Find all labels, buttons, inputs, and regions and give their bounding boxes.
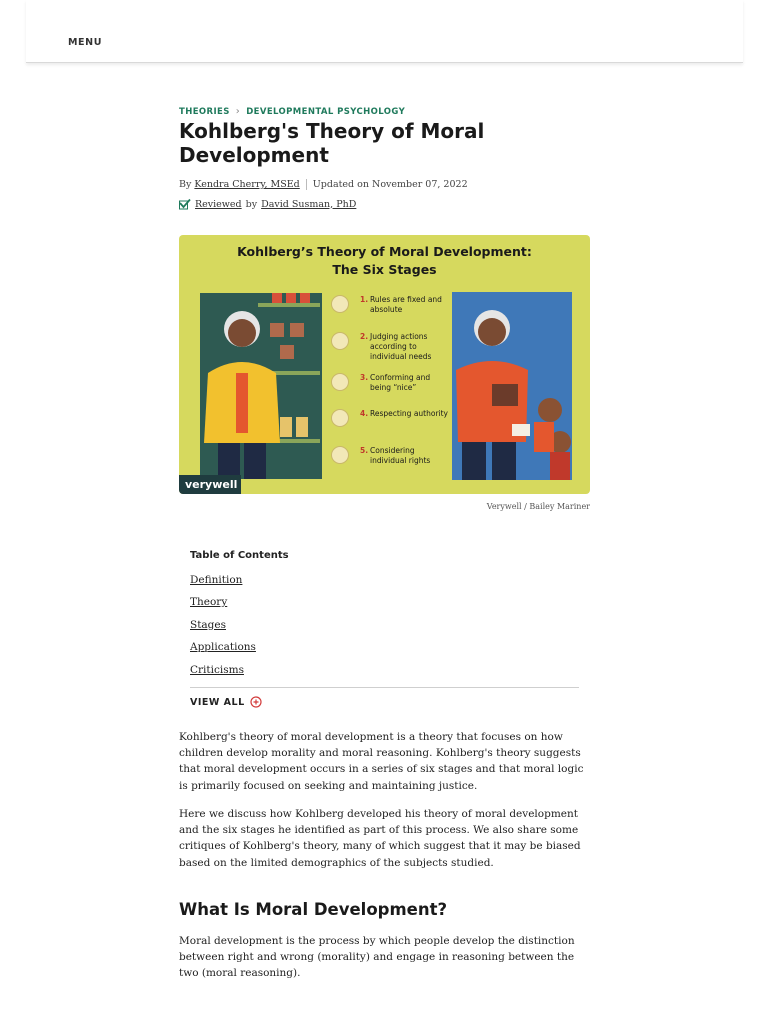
stage-text: Conforming and being “nice”	[370, 373, 431, 392]
hero-infographic	[179, 235, 590, 494]
smile-icon	[331, 373, 349, 391]
shelf-scene-illustration	[200, 293, 322, 479]
toc-item-stages[interactable]: Stages	[190, 619, 226, 631]
page-title: Kohlberg's Theory of Moral Development	[179, 119, 485, 167]
byline-divider	[306, 179, 307, 190]
section-heading: What Is Moral Development?	[179, 900, 448, 919]
stage-number: 1.	[360, 295, 369, 304]
menu-button[interactable]: MENU	[68, 37, 103, 48]
toc-item-criticisms[interactable]: Criticisms	[190, 664, 244, 676]
stage-item	[329, 330, 449, 362]
reviewed-link[interactable]: Reviewed	[195, 198, 242, 210]
stage-item	[329, 293, 449, 325]
stage-item	[329, 371, 449, 403]
toc-item-definition[interactable]: Definition	[190, 574, 243, 586]
breadcrumb-developmental-psychology[interactable]: DEVELOPMENTAL PSYCHOLOGY	[246, 106, 406, 117]
raised-fist-icon	[331, 446, 349, 464]
grandfather-store-illustration	[200, 293, 322, 479]
stage-text: Considering individual rights	[370, 446, 431, 465]
grandfather-children-illustration	[452, 292, 572, 480]
toc-item-applications[interactable]: Applications	[190, 641, 256, 653]
chevron-right-icon: ›	[235, 106, 241, 117]
review-line	[179, 198, 356, 210]
site-header	[26, 0, 743, 63]
view-all-button[interactable]	[190, 696, 262, 708]
stage-item	[329, 407, 449, 439]
author-link[interactable]: Kendra Cherry, MSEd	[194, 179, 300, 190]
stage-text: Respecting authority	[370, 409, 448, 418]
police-cap-icon	[331, 409, 349, 427]
updated-date: Updated on November 07, 2022	[312, 179, 468, 190]
intro-paragraph: Kohlberg's theory of moral development is a theory that focuses on how children develop morality and moral reasoning. Kohlberg's theory suggests that moral development occurs in a series of six stages and that moral logic is primarily focused on seeking and maintaining justice.	[179, 731, 584, 792]
image-credit: Verywell / Bailey Mariner	[486, 502, 590, 511]
gavel-icon	[331, 332, 349, 350]
stage-text: Rules are fixed and absolute	[370, 295, 442, 314]
stage-item	[329, 444, 449, 476]
infographic-title-line1: Kohlberg’s Theory of Moral Development:	[237, 244, 532, 259]
sharing-scene-illustration	[452, 292, 572, 480]
reviewed-by-text: by	[245, 198, 258, 210]
reviewer-link[interactable]: David Susman, PhD	[261, 198, 357, 210]
infographic-title	[179, 243, 590, 279]
toc-item-theory[interactable]: Theory	[190, 596, 228, 608]
stage-number: 5.	[360, 446, 369, 455]
stage-number: 2.	[360, 332, 369, 341]
breadcrumb-theories[interactable]: THEORIES	[179, 106, 230, 117]
stage-number: 4.	[360, 409, 369, 418]
view-all-label: VIEW ALL	[190, 696, 245, 708]
by-prefix: By	[179, 179, 192, 190]
plus-circle-icon	[250, 696, 262, 708]
breadcrumb	[179, 106, 405, 117]
byline	[179, 179, 468, 190]
lock-icon	[331, 295, 349, 313]
checkmark-icon	[179, 198, 191, 210]
stage-number: 3.	[360, 373, 369, 382]
toc-divider	[190, 687, 579, 688]
verywell-logo: verywell	[179, 475, 241, 494]
toc-heading: Table of Contents	[190, 550, 289, 561]
discussion-paragraph: Here we discuss how Kohlberg developed his theory of moral development and the six stages he identified as part of this process. We also share some critiques of Kohlberg's theory, many of which suggest that it may be biased based on the limited demographics of the subjects studied.	[179, 808, 581, 869]
definition-paragraph: Moral development is the process by which people develop the distinction between right and wrong (morality) and engage in reasoning between the two (moral reasoning).	[179, 935, 575, 980]
stage-text: Judging actions according to individual needs	[370, 332, 432, 361]
infographic-title-line2: The Six Stages	[332, 262, 437, 277]
table-of-contents	[190, 550, 579, 708]
